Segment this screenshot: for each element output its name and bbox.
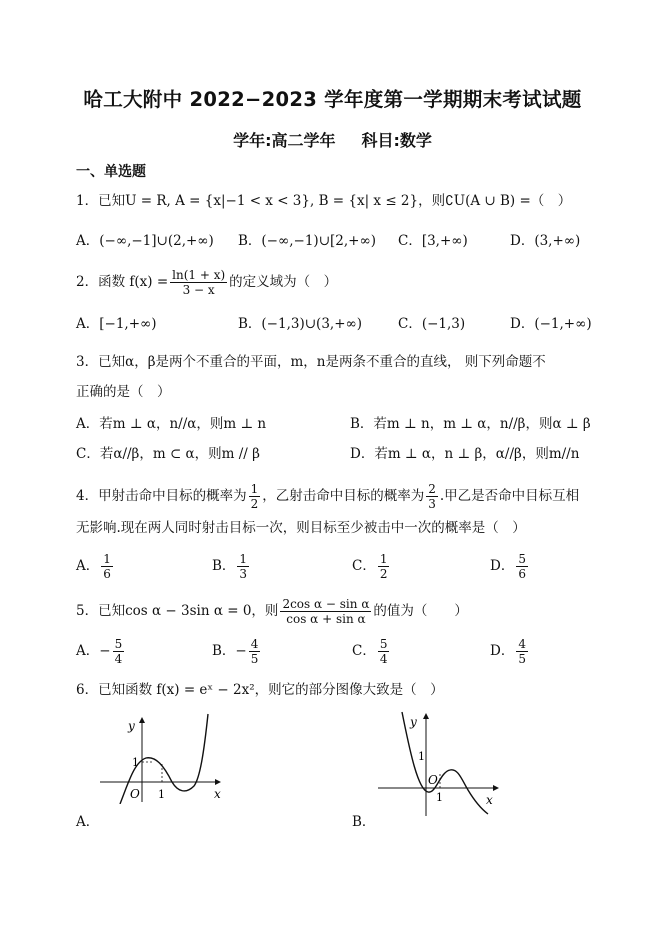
q1-stem: 1．已知U = R, A = {x|−1 < x < 3}, B = {x| x ≤ 2}，则∁U(A ∪ B) =（ ） (76, 193, 572, 209)
q5-frac-num: 2cos α − sin α (282, 597, 370, 611)
q4-stem-pre: 4．甲射击命中目标的概率为 (76, 488, 247, 504)
q1-option-c: C．[3,+∞) (398, 233, 468, 249)
q4-option-b (212, 552, 251, 581)
q4-option-a (76, 552, 115, 581)
y-label: y (128, 719, 135, 733)
q5-stem-post: 的值为（ ） (373, 603, 468, 619)
q1-option-d: D．(3,+∞) (510, 233, 581, 249)
q2-stem-pre: 2．函数 f(x) = (76, 274, 169, 290)
q4-option-b-label: B． (212, 558, 236, 574)
subject-label: 科目:数学 (361, 131, 432, 150)
q5-option-b-den: 5 (250, 652, 259, 666)
q4-fraction-1 (249, 482, 261, 511)
q4-option-a-frac (101, 552, 113, 581)
q4-option-c-frac (378, 552, 390, 581)
q5-option-d-label: D． (490, 643, 515, 659)
q4-frac1-den: 2 (250, 497, 259, 511)
q4-frac2-num: 2 (428, 482, 436, 496)
q4-option-b-num: 1 (239, 552, 248, 566)
one-x-label: 1 (158, 788, 165, 801)
one-y-label: 1 (418, 750, 425, 763)
q2-stem (76, 268, 337, 297)
q2-option-a: A．[−1,+∞) (76, 316, 157, 332)
q3-option-b: B．若m ⊥ n，m ⊥ α，n//β，则α ⊥ β (350, 416, 591, 432)
x-label: x (214, 787, 221, 801)
q4-option-d-label: D． (490, 558, 515, 574)
y-label: y (410, 715, 417, 729)
q4-option-a-label: A． (76, 558, 100, 574)
q5-option-c-den: 4 (379, 652, 388, 666)
section-heading: 一、单选题 (76, 164, 146, 180)
q4-option-d-den: 6 (518, 567, 526, 581)
q4-option-d-num: 5 (518, 552, 526, 566)
q1-option-a: A．(−∞,−1]∪(2,+∞) (76, 233, 214, 249)
q4-stem-line1 (76, 482, 579, 511)
q3-stem-line2: 正确的是（ ） (76, 384, 171, 400)
q3-stem-line1: 3．已知α，β是两个不重合的平面，m，n是两条不重合的直线， 则下列命题不 (76, 354, 546, 370)
q5-option-d-num: 4 (518, 637, 526, 651)
q5-option-a-frac (113, 637, 125, 666)
q4-fraction-2 (426, 482, 438, 511)
q2-option-b: B．(−1,3)∪(3,+∞) (238, 316, 363, 332)
q4-option-c-label: C． (352, 558, 376, 574)
q5-option-c-num: 5 (379, 637, 388, 651)
q2-option-d: D．(−1,+∞) (510, 316, 592, 332)
q5-option-b-sign: − (235, 643, 247, 659)
q6-graph-b (374, 708, 504, 818)
q3-option-c: C．若α//β，m ⊂ α，则m // β (76, 446, 260, 462)
q6-option-b-label: B． (352, 814, 376, 830)
q5-stem (76, 597, 468, 626)
q5-option-d-den: 5 (518, 652, 526, 666)
q5-option-d (490, 637, 530, 666)
q4-frac1-num: 1 (250, 482, 259, 496)
q5-option-c-label: C． (352, 643, 376, 659)
q4-option-a-den: 6 (103, 567, 111, 581)
q2-frac-num: ln(1 + x) (172, 268, 226, 282)
q5-option-b-frac (249, 637, 261, 666)
q5-option-c (352, 637, 391, 666)
q4-option-d (490, 552, 530, 581)
q4-option-c (352, 552, 391, 581)
q5-option-b-num: 4 (250, 637, 259, 651)
q4-option-a-num: 1 (103, 552, 111, 566)
q4-stem-post: .甲乙是否命中目标互相 (439, 488, 580, 504)
q5-fraction (280, 597, 371, 626)
q5-option-a-label: A． (76, 643, 100, 659)
q2-frac-den: 3 − x (182, 283, 215, 297)
q6-option-a-label: A． (76, 814, 100, 830)
q4-option-d-frac (516, 552, 528, 581)
one-x-label: 1 (436, 791, 443, 804)
q4-option-b-frac (237, 552, 249, 581)
page-title: 哈工大附中 2022−2023 学年度第一学期期末考试试题 (83, 88, 582, 111)
q5-option-d-frac (516, 637, 528, 666)
grade-label: 学年:高二学年 (233, 131, 336, 150)
q6-stem: 6．已知函数 f(x) = eˣ − 2x²，则它的部分图像大致是（ ） (76, 682, 444, 698)
one-y-label: 1 (132, 756, 139, 769)
exam-subtitle (0, 128, 665, 151)
q4-option-b-den: 3 (239, 567, 248, 581)
q5-option-a-sign: − (99, 643, 111, 659)
q3-option-a: A．若m ⊥ α，n//α，则m ⊥ n (76, 416, 267, 432)
q5-option-b (212, 637, 262, 666)
q5-option-b-label: B． (212, 643, 236, 659)
origin-label: O (130, 787, 140, 801)
q1-option-b: B．(−∞,−1)∪[2,+∞) (238, 233, 376, 249)
q6-graph-a (96, 712, 226, 804)
q5-frac-den: cos α + sin α (286, 612, 366, 626)
q3-option-d: D．若m ⊥ α，n ⊥ β，α//β，则m//n (350, 446, 580, 462)
q4-stem-mid: ，乙射击命中目标的概率为 (262, 488, 425, 504)
x-label: x (486, 793, 493, 807)
q5-option-a-num: 5 (114, 637, 123, 651)
q2-fraction (170, 268, 227, 297)
q4-stem-line2: 无影响.现在两人同时射击目标一次，则目标至少被击中一次的概率是（ ） (76, 520, 526, 536)
q5-option-a (76, 637, 126, 666)
origin-label: O (428, 773, 438, 787)
q5-option-a-den: 4 (114, 652, 123, 666)
q5-option-c-frac (378, 637, 390, 666)
q4-frac2-den: 3 (428, 497, 436, 511)
q2-option-c: C．(−1,3) (398, 316, 466, 332)
q4-option-c-num: 1 (379, 552, 388, 566)
q4-option-c-den: 2 (379, 567, 388, 581)
q2-stem-post: 的定义域为（ ） (229, 274, 338, 290)
q5-stem-pre: 5．已知cos α − 3sin α = 0，则 (76, 603, 279, 619)
